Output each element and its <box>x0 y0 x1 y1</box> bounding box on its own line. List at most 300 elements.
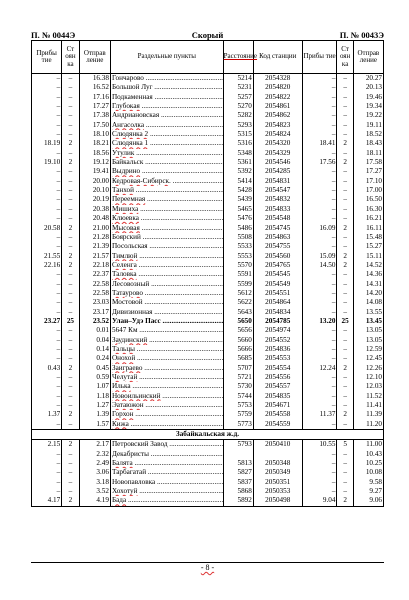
cell-depart-2: 14.08 <box>353 298 383 307</box>
cell-code: 2054974 <box>253 326 302 335</box>
cell-stop-2: – <box>337 345 353 354</box>
cell-distance: 5827 <box>223 468 253 477</box>
table-row <box>32 102 384 111</box>
cell-distance: 5348 <box>223 149 253 158</box>
cell-stop: – <box>62 233 79 242</box>
station-name <box>112 83 223 92</box>
station-name <box>112 214 223 223</box>
cell-depart: 20.10 <box>79 186 110 195</box>
cell-station <box>110 487 223 496</box>
cell-arrive-2: – <box>302 326 337 335</box>
station-name <box>112 242 223 251</box>
cell-stop-2: – <box>337 242 353 251</box>
station-name-text: Посольская <box>111 242 148 251</box>
cell-arrive-2: – <box>302 487 337 496</box>
cell-stop-2: – <box>337 382 353 391</box>
cell-station <box>110 496 223 506</box>
cell-distance: 5622 <box>223 298 253 307</box>
cell-stop: – <box>62 214 79 223</box>
cell-depart: 1.39 <box>79 410 110 419</box>
cell-arrive-2: – <box>302 205 337 214</box>
cell-distance: 5730 <box>223 382 253 391</box>
cell-stop: – <box>62 487 79 496</box>
cell-stop-2: – <box>337 186 353 195</box>
cell-depart-2: 15.48 <box>353 233 383 242</box>
cell-distance: 5282 <box>223 111 253 120</box>
station-name <box>112 450 223 459</box>
cell-depart-2: 13.05 <box>353 326 383 335</box>
cell-distance: 5293 <box>223 121 253 130</box>
cell-arrive: – <box>32 478 62 487</box>
cell-stop: – <box>62 382 79 391</box>
cell-depart-2: 16.21 <box>353 214 383 223</box>
cell-station <box>110 252 223 261</box>
station-name <box>112 410 223 419</box>
cell-arrive-2: – <box>302 102 337 111</box>
cell-arrive: 21.55 <box>32 252 62 261</box>
cell-arrive: – <box>32 392 62 401</box>
cell-arrive-2: 10.55 <box>302 440 337 450</box>
cell-arrive: – <box>32 130 62 139</box>
cell-code: 2054545 <box>253 270 302 279</box>
cell-depart-2: 19.11 <box>353 121 383 130</box>
station-name <box>112 401 223 410</box>
station-name <box>112 392 223 401</box>
cell-code: 2054554 <box>253 364 302 373</box>
cell-depart-2: 14.36 <box>353 270 383 279</box>
cell-code: 2054823 <box>253 121 302 130</box>
cell-depart-2: 17.10 <box>353 177 383 186</box>
cell-arrive: – <box>32 487 62 496</box>
cell-arrive: 18.19 <box>32 139 62 148</box>
cell-arrive: – <box>32 83 62 92</box>
cell-depart-2: 16.30 <box>353 205 383 214</box>
cell-code: 2054559 <box>253 420 302 430</box>
cell-depart-2: 9.27 <box>353 487 383 496</box>
cell-depart-2: 10.25 <box>353 459 383 468</box>
station-name-text: Танхой <box>111 186 134 195</box>
cell-arrive-2: – <box>302 130 337 139</box>
cell-distance: 5476 <box>223 214 253 223</box>
cell-distance: 5508 <box>223 233 253 242</box>
page-header <box>31 30 384 40</box>
cell-arrive: 0.43 <box>32 364 62 373</box>
cell-stop: – <box>62 420 79 430</box>
cell-arrive-2: – <box>302 149 337 158</box>
cell-distance: 5707 <box>223 364 253 373</box>
cell-code: 2054831 <box>253 177 302 186</box>
cell-station <box>110 382 223 391</box>
table-row <box>32 130 384 139</box>
cell-stop: – <box>62 373 79 382</box>
station-name-text: Кижа <box>111 419 129 428</box>
table-row <box>32 364 384 373</box>
cell-arrive-2: – <box>302 459 337 468</box>
cell-distance: 5486 <box>223 224 253 233</box>
station-name <box>112 289 223 298</box>
cell-stop-2: – <box>337 373 353 382</box>
table-row <box>32 205 384 214</box>
timetable-page <box>31 30 384 572</box>
cell-distance: 5650 <box>223 317 253 326</box>
cell-depart: 18.10 <box>79 130 110 139</box>
cell-station <box>110 149 223 158</box>
station-name-text: Утулик <box>111 148 135 157</box>
cell-depart-2: 20.27 <box>353 74 383 84</box>
cell-stop-2: 2 <box>337 252 353 261</box>
table-row <box>32 261 384 270</box>
cell-arrive: – <box>32 354 62 363</box>
cell-arrive-2: 15.09 <box>302 252 337 261</box>
table-row <box>32 308 384 317</box>
cell-arrive-2: – <box>302 478 337 487</box>
station-name-text: Слюдянка 2 <box>111 130 149 139</box>
cell-distance: 5257 <box>223 93 253 102</box>
cell-stop: – <box>62 93 79 102</box>
cell-stop-2: 2 <box>337 410 353 419</box>
cell-stop: 2 <box>62 158 79 167</box>
station-name <box>112 74 223 83</box>
station-name <box>112 459 223 468</box>
cell-station <box>110 270 223 279</box>
cell-stop-2: – <box>337 478 353 487</box>
cell-station <box>110 345 223 354</box>
cell-depart: 17.50 <box>79 121 110 130</box>
cell-depart-2: 14.20 <box>353 289 383 298</box>
station-name-text: Мостовой <box>111 298 143 307</box>
cell-station <box>110 459 223 468</box>
station-name-text: Декабристы <box>111 449 149 458</box>
cell-arrive-2: – <box>302 336 337 345</box>
cell-depart-2: 16.50 <box>353 195 383 204</box>
cell-arrive: – <box>32 93 62 102</box>
station-name <box>112 111 223 120</box>
cell-station <box>110 280 223 289</box>
cell-stop: – <box>62 186 79 195</box>
cell-code: 2054836 <box>253 345 302 354</box>
cell-depart-2: 9.58 <box>353 478 383 487</box>
cell-depart-2: 13.05 <box>353 336 383 345</box>
cell-distance: 5793 <box>223 440 253 450</box>
cell-station <box>110 224 223 233</box>
table-row <box>32 93 384 102</box>
station-name <box>112 280 223 289</box>
station-name-text: Таловка <box>111 270 137 279</box>
cell-depart-2: 14.52 <box>353 261 383 270</box>
cell-stop-2: – <box>337 401 353 410</box>
cell-arrive: – <box>32 102 62 111</box>
cell-arrive: 2.15 <box>32 440 62 450</box>
station-name-text: Эатаюжон <box>111 401 144 410</box>
cell-arrive-2: – <box>302 345 337 354</box>
cell-arrive: – <box>32 373 62 382</box>
station-name <box>112 224 223 233</box>
table-row <box>32 83 384 92</box>
cell-stop: – <box>62 468 79 477</box>
cell-code: 2054285 <box>253 167 302 176</box>
cell-depart-2: 17.00 <box>353 186 383 195</box>
cell-station <box>110 195 223 204</box>
cell-station <box>110 139 223 148</box>
train-number-left: П. № 0044Э <box>31 30 76 40</box>
cell-distance: 5892 <box>223 496 253 506</box>
cell-code: 2054552 <box>253 336 302 345</box>
cell-stop: 2 <box>62 410 79 419</box>
cell-arrive-2: – <box>302 468 337 477</box>
cell-code: 2054822 <box>253 93 302 102</box>
cell-code: 2054556 <box>253 373 302 382</box>
section-row <box>32 430 384 440</box>
cell-stop: – <box>62 450 79 459</box>
cell-code: 2054863 <box>253 233 302 242</box>
cell-depart: 0.04 <box>79 336 110 345</box>
cell-code: 2054835 <box>253 392 302 401</box>
table-row <box>32 354 384 363</box>
cell-arrive-2: – <box>302 111 337 120</box>
cell-arrive-2: – <box>302 121 337 130</box>
table-row <box>32 289 384 298</box>
cell-arrive-2: – <box>302 382 337 391</box>
page-number: - 8 - <box>200 563 215 572</box>
station-name <box>112 270 223 279</box>
cell-arrive: – <box>32 345 62 354</box>
cell-distance: 5591 <box>223 270 253 279</box>
table-row <box>32 74 384 84</box>
station-name <box>112 382 223 391</box>
cell-depart: 1.57 <box>79 420 110 430</box>
cell-stop: – <box>62 298 79 307</box>
cell-depart-2: 13.55 <box>353 308 383 317</box>
table-row <box>32 177 384 186</box>
cell-distance: 5599 <box>223 280 253 289</box>
cell-depart: 2.49 <box>79 459 110 468</box>
cell-arrive-2: 9.04 <box>302 496 337 506</box>
cell-arrive-2: – <box>302 83 337 92</box>
cell-arrive: – <box>32 270 62 279</box>
cell-stop-2: – <box>337 233 353 242</box>
cell-arrive-2: – <box>302 74 337 84</box>
cell-distance: 5414 <box>223 177 253 186</box>
table-row <box>32 459 384 468</box>
station-name <box>112 298 223 307</box>
cell-stop: – <box>62 392 79 401</box>
cell-station <box>110 102 223 111</box>
cell-stop-2: – <box>337 177 353 186</box>
cell-arrive-2: – <box>302 93 337 102</box>
station-name <box>112 139 223 148</box>
cell-stop-2: – <box>337 280 353 289</box>
col-arrive-2: Прибы тие <box>302 41 337 74</box>
cell-depart: 22.18 <box>79 261 110 270</box>
table-row <box>32 478 384 487</box>
cell-code: 2054557 <box>253 382 302 391</box>
cell-depart: 20.38 <box>79 205 110 214</box>
station-name-text: Андриановская <box>111 111 160 120</box>
station-name <box>112 205 223 214</box>
station-name-text: Кедровая-Сибирск. <box>111 176 171 185</box>
cell-arrive: – <box>32 450 62 459</box>
cell-stop: – <box>62 280 79 289</box>
cell-station <box>110 261 223 270</box>
station-name-text: Новоильинский <box>111 391 161 400</box>
cell-arrive: – <box>32 382 62 391</box>
station-name-text: Тальцы <box>111 344 135 353</box>
cell-depart: 20.19 <box>79 195 110 204</box>
cell-code: 2054832 <box>253 195 302 204</box>
page-footer <box>31 562 384 572</box>
cell-depart: 3.52 <box>79 487 110 496</box>
cell-station <box>110 233 223 242</box>
cell-stop-2: – <box>337 130 353 139</box>
table-row <box>32 345 384 354</box>
cell-code: 2050410 <box>253 440 302 450</box>
cell-arrive: – <box>32 242 62 251</box>
cell-arrive-2: – <box>302 270 337 279</box>
station-name-text: Челутай <box>111 373 138 381</box>
cell-station <box>110 364 223 373</box>
cell-arrive-2: – <box>302 392 337 401</box>
cell-stop-2: – <box>337 392 353 401</box>
cell-arrive: – <box>32 459 62 468</box>
table-row <box>32 224 384 233</box>
cell-distance: 5656 <box>223 326 253 335</box>
cell-stop-2: – <box>337 354 353 363</box>
cell-code: 2050348 <box>253 459 302 468</box>
cell-stop: – <box>62 149 79 158</box>
station-name <box>112 345 223 354</box>
station-name <box>112 354 223 363</box>
cell-depart-2: 12.59 <box>353 345 383 354</box>
cell-depart: 22.37 <box>79 270 110 279</box>
station-name <box>112 478 223 487</box>
table-row <box>32 167 384 176</box>
cell-arrive-2: 18.41 <box>302 139 337 148</box>
table-row <box>32 440 384 450</box>
cell-station <box>110 326 223 335</box>
cell-station <box>110 308 223 317</box>
cell-code: 2050349 <box>253 468 302 477</box>
cell-station <box>110 336 223 345</box>
cell-stop: 2 <box>62 496 79 506</box>
cell-arrive-2: 14.50 <box>302 261 337 270</box>
table-row <box>32 158 384 167</box>
cell-stop-2: – <box>337 111 353 120</box>
cell-depart: 3.18 <box>79 478 110 487</box>
cell-depart-2: 14.31 <box>353 280 383 289</box>
cell-depart-2: 15.27 <box>353 242 383 251</box>
table-row <box>32 139 384 148</box>
cell-depart: 17.16 <box>79 93 110 102</box>
station-name-text: Ангасолка <box>111 120 145 129</box>
table-row <box>32 111 384 120</box>
cell-stop: 2 <box>62 261 79 270</box>
cell-distance: 5533 <box>223 242 253 251</box>
cell-stop-2: 2 <box>337 496 353 506</box>
cell-station <box>110 177 223 186</box>
cell-depart: 22.58 <box>79 280 110 289</box>
section-group <box>32 430 384 440</box>
col-stop-2: Ст оян ка <box>337 41 353 74</box>
cell-distance: 5361 <box>223 158 253 167</box>
cell-stop-2: – <box>337 83 353 92</box>
station-name <box>112 373 223 382</box>
cell-arrive-2: – <box>302 450 337 459</box>
cell-stop: – <box>62 459 79 468</box>
cell-stop-2: – <box>337 214 353 223</box>
rows-group-a <box>32 74 384 430</box>
cell-station <box>110 83 223 92</box>
cell-distance: 5270 <box>223 102 253 111</box>
cell-arrive-2: – <box>302 308 337 317</box>
table-row <box>32 298 384 307</box>
cell-code: 2054558 <box>253 410 302 419</box>
cell-depart-2: 12.26 <box>353 364 383 373</box>
cell-distance: 5666 <box>223 345 253 354</box>
table-row <box>32 233 384 242</box>
cell-stop: – <box>62 289 79 298</box>
station-name-text: Мишиха <box>111 204 139 213</box>
cell-distance: 5759 <box>223 410 253 419</box>
station-name-text: Петровский Завод <box>111 440 168 449</box>
cell-arrive: – <box>32 401 62 410</box>
cell-depart: 2.17 <box>79 440 110 450</box>
cell-depart: 16.52 <box>79 83 110 92</box>
cell-stop-2: 2 <box>337 139 353 148</box>
cell-station <box>110 214 223 223</box>
station-name <box>112 468 223 477</box>
cell-depart: 1.18 <box>79 392 110 401</box>
cell-arrive: – <box>32 280 62 289</box>
cell-stop-2: 2 <box>337 364 353 373</box>
col-arrive: Прибы тие <box>32 41 62 74</box>
cell-stop: 2 <box>62 440 79 450</box>
cell-distance: 5744 <box>223 392 253 401</box>
cell-station <box>110 158 223 167</box>
cell-stop: – <box>62 326 79 335</box>
cell-arrive-2: – <box>302 420 337 430</box>
cell-stop-2: 25 <box>337 317 353 326</box>
cell-depart-2: 11.41 <box>353 401 383 410</box>
cell-arrive-2: 13.20 <box>302 317 337 326</box>
cell-arrive: – <box>32 298 62 307</box>
cell-arrive: – <box>32 205 62 214</box>
station-name <box>112 487 223 496</box>
station-name-text: Тимлюй <box>111 251 138 260</box>
cell-arrive: 4.17 <box>32 496 62 506</box>
cell-station <box>110 167 223 176</box>
cell-distance: 5231 <box>223 83 253 92</box>
cell-depart-2: 13.45 <box>353 317 383 326</box>
col-stop: Ст оян ка <box>62 41 79 74</box>
cell-distance: 5773 <box>223 420 253 430</box>
cell-arrive-2: 17.56 <box>302 158 337 167</box>
cell-code: 2054553 <box>253 354 302 363</box>
cell-station <box>110 74 223 84</box>
station-name-text: Дивизионная <box>111 307 153 316</box>
table-row <box>32 487 384 496</box>
cell-stop-2: – <box>337 420 353 430</box>
cell-code: 2054820 <box>253 83 302 92</box>
cell-code: 2054546 <box>253 158 302 167</box>
cell-depart: 2.32 <box>79 450 110 459</box>
cell-arrive: – <box>32 289 62 298</box>
station-name-text: 5647 Км <box>111 326 138 335</box>
cell-distance: 5721 <box>223 373 253 382</box>
table-row <box>32 420 384 430</box>
cell-arrive-2: – <box>302 214 337 223</box>
station-name <box>112 102 223 111</box>
cell-depart-2: 12.03 <box>353 382 383 391</box>
